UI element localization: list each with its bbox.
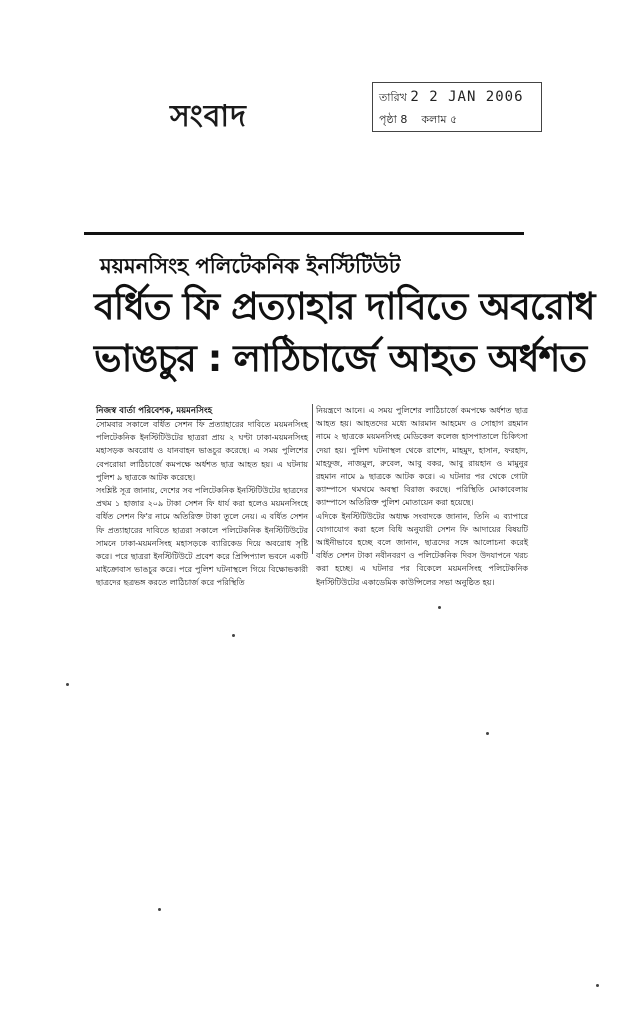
stamp-page-value: 8 [400, 113, 408, 126]
left-paragraph-2: সংশ্লিষ্ট সূত্র জানায়, দেশের সব পলিটেকনিক ইনস্টিটিউটের ছাত্রদের প্রথম ১ হাজার ২০৯ টাকা সেশন ফি ধার্য করা হলেও ময়মনসিংহে বর্ধিত সেশন ফি'র নামে অতিরিক্ত টাকা তুলে নেয়। এ বর্ধিত সেশন ফি প্রত্যাহারের দাবিতে ছাত্ররা সকালে পলিটেকনিক ইনস্টিটিউটের সামনে ঢাকা-ময়মনসিংহ মহাসড়কে ব্যারিকেড দিয়ে অবরোধ সৃষ্টি করে। পরে ছাত্ররা ইনস্টিটিউটে প্রবেশ করে প্রিন্সিপ্যাল ভবনে একটি মাইক্রোবাস ভাঙচুর করে। পরে পুলিশ ঘটনাস্থলে গিয়ে বিক্ষোভকারী ছাত্রদের ছত্রভঙ্গ করতে লাঠিচার্জ করে পরিস্থিতি [96, 486, 308, 588]
column-divider [312, 404, 313, 554]
right-paragraph-1: নিয়ন্ত্রণে আনে। এ সময় পুলিশের লাঠিচার্জে কমপক্ষে অর্ধশত ছাত্র আহত হয়। আহতদের মধ্যে আরমান আহমেদ ও সোহাগ রহমান নামে ২ ছাত্রকে ময়মনসিংহ মেডিকেল কলেজ হাসপাতালে চিকিৎসা দেয়া হয়। পুলিশ ঘটনাস্থল থেকে রাশেদ, মাহমুদ, হাসান, ফরহাদ, মাহফুজ, নাজমুল, রুবেল, আবু বকর, আবু রায়হান ও মামুনুর রহমান নামে ৯ ছাত্রকে আটক করে। এ ঘটনার পর থেকে গোটা ক্যাম্পাসে থমথমে অবস্থা বিরাজ করছে। পরিস্থিতি মোকাবেলায় ক্যাম্পাসে অতিরিক্ত পুলিশ মোতায়েন করা হয়েছে। [316, 406, 528, 508]
stamp-date-label: তারিখ [379, 91, 407, 104]
scan-speck [66, 683, 69, 686]
headline-line-1: বর্ধিত ফি প্রত্যাহার দাবিতে অবরোধ [94, 285, 595, 328]
scan-speck [596, 984, 599, 987]
stamp-date-value: 2 2 JAN 2006 [410, 89, 524, 105]
scan-speck [438, 606, 441, 609]
scan-speck [158, 908, 161, 911]
newspaper-clipping [84, 232, 595, 588]
scan-speck [232, 634, 235, 637]
article-column-left [96, 418, 308, 590]
stamp-column-value: ৫ [450, 113, 458, 126]
right-paragraph-2: এদিকে ইনস্টিটিউটের অধ্যক্ষ সংবাদকে জানান, তিনি এ ব্যাপারে যোগাযোগ করা হলে বিধি অনুযায়ী সেশন ফি আদায়ের বিষয়টি আইনীভাবে হচ্ছে বলে জানান, ছাত্রদের সঙ্গে আলোচনা করেই বর্ধিত সেশন টাকা নবীনবরণ ও পলিটেকনিক দিবস উদযাপনে খরচ করা হচ্ছে। এ ঘটনার পর বিকেলে ময়মনসিংহ পলিটেকনিক ইনস্টিটিউটের একাডেমিক কাউন্সিলের সভা অনুষ্ঠিত হয়। [316, 511, 528, 587]
article-kicker: ময়মনসিংহ পলিটেকনিক ইনস্টিটিউট [100, 254, 401, 278]
clipping-top-rule [84, 232, 524, 235]
article-byline: নিজস্ব বার্তা পরিবেশক, ময়মনসিংহ [96, 404, 212, 420]
article-column-right [316, 404, 528, 589]
date-stamp [372, 82, 542, 132]
newspaper-masthead: সংবাদ [170, 99, 247, 134]
stamp-page-label: পৃষ্ঠা [379, 113, 397, 126]
scan-speck [486, 732, 489, 735]
left-paragraph-1: সোমবার সকালে বর্ধিত সেশন ফি প্রত্যাহারের দাবিতে ময়মনসিংহ পলিটেকনিক ইনস্টিটিউটের ছাত্ররা প্রায় ২ ঘণ্টা ঢাকা-ময়মনসিংহ মহাসড়ক অবরোধ ও যানবাহন ভাঙচুর করেছে। এ সময় পুলিশের বেপরোয়া লাঠিচার্জে কমপক্ষে অর্ধশত ছাত্র আহত হয়। এ ঘটনায় পুলিশ ৯ ছাত্রকে আটক করেছে। [96, 420, 308, 482]
stamp-column-label: কলাম [421, 113, 447, 126]
headline-line-2: ভাঙচুর : লাঠিচার্জে আহত অর্ধশত [94, 337, 587, 380]
